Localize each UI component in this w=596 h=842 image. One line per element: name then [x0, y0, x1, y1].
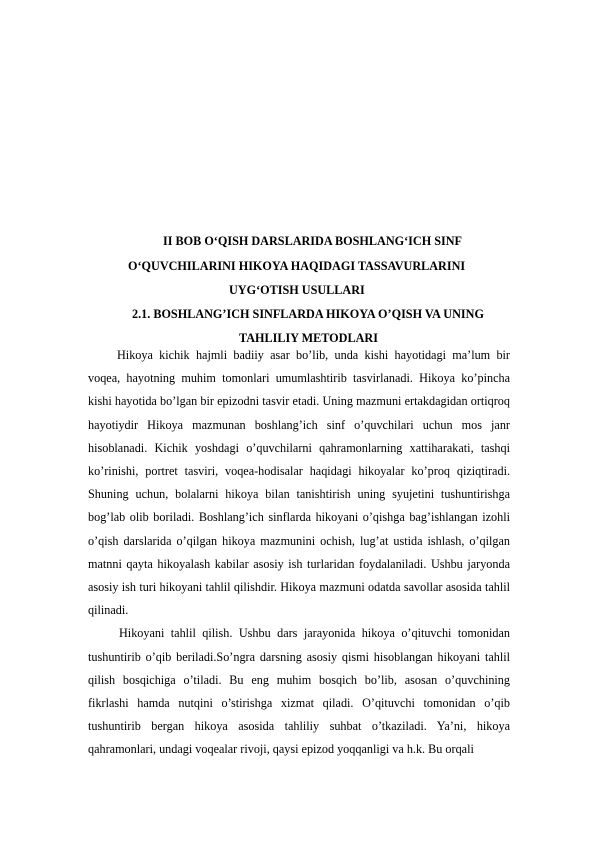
section-title-line-1: 2.1. BOSHLANG’ICH SINFLARDA HIKOYA O’QISH VA UNING	[132, 307, 484, 321]
chapter-title-line-2: O‘QUVCHILARINI HIKOYA HAQIDAGI TASSAVURLARINI	[128, 259, 466, 273]
body-text	[88, 344, 510, 762]
chapter-title-line-1: II BOB O‘QISH DARSLARIDA BOSHLANG‘ICH SINF	[163, 234, 462, 248]
section-title-line-2: TAHLILIY METODLARI	[239, 331, 378, 345]
chapter-title-line-3: UYG‘OTISH USULLARI	[229, 283, 365, 297]
paragraph-analysis: Hikoyani tahlil qilish. Ushbu dars jarayonida hikoya o’qituvchi tomonidan tushuntirib o’qib beriladi.So’ngra darsning asosiy qismi hisoblangan hikoyani tahlil qilish bosqichiga o’tiladi. Bu eng muhim bosqich bo’lib, asosan o’quvchining fikrlashi hamda nutqini o’stirishga xizmat qiladi. O’qituvchi tomonidan o’qib tushuntirib bergan hikoya asosida tahliliy suhbat o’tkaziladi. Ya’ni, hikoya qahramonlari, undagi voqealar rivoji, qaysi epizod yoqqanligi va h.k. Bu orqali	[88, 626, 510, 757]
paragraph-intro: Hikoya kichik hajmli badiiy asar bo’lib, unda kishi hayotidagi ma’lum bir voqea, hayotning muhim tomonlari umumlashtirib tasvirlanadi. Hikoya ko’pincha kishi hayotida bo’lgan bir epizodni tasvir etadi. Uning mazmuni ertakdagidan ortiqroq hayotiydir Hikoya mazmunan boshlang’ich sinf o’quvchilari uchun mos janr hisoblanadi. Kichik yoshdagi o’quvchilarni qahramonlarning xattiharakati, tashqi ko’rinishi, portret tasviri, voqea-hodisalar haqidagi hikoyalar ko’proq qiziqtiradi. Shuning uchun, bolalarni hikoya bilan tanishtirish uning syujetini tushuntirishga bog’lab olib boriladi. Boshlang’ich sinflarda hikoyani o’qishga bag’ishlangan izohli o’qish darslarida o’qilgan hikoya mazmunini ochish, lug’at ustida ishlash, o’qilgan matnni qayta hikoyalash kabilar asosiy ish turlaridan foydalaniladi. Ushbu jaryonda asosiy ish turi hikoyani tahlil qilishdir. Hikoya mazmuni odatda savollar asosida tahlil qilinadi.	[88, 348, 510, 618]
